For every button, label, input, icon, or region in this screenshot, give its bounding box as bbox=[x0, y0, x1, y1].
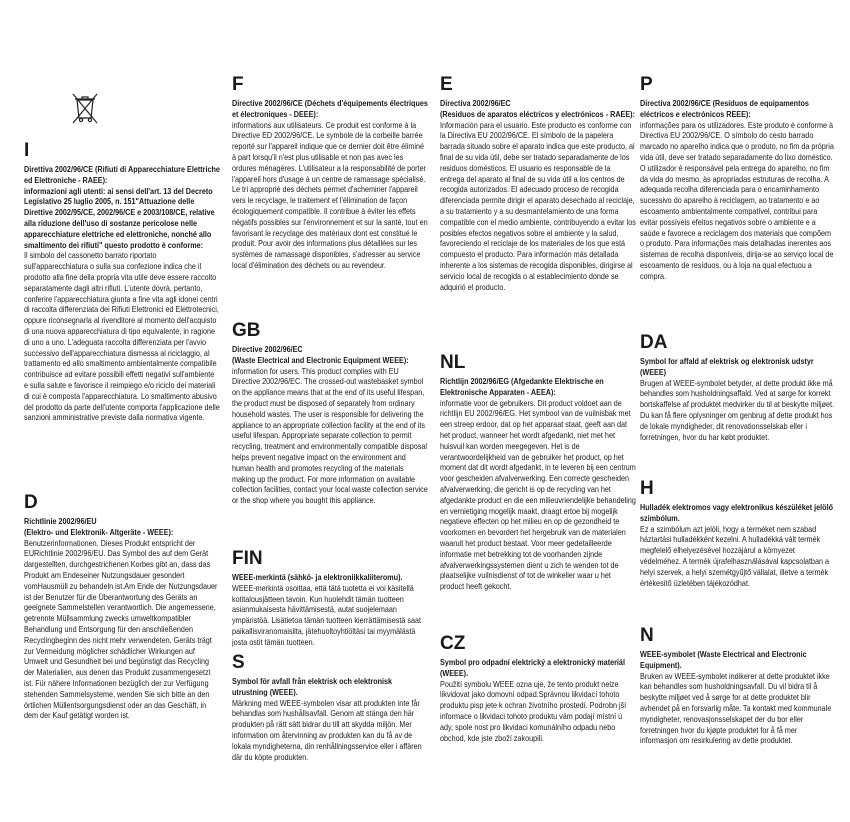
section-title: Directiva 2002/96/CE (Resíduos de equipamentos eléctricos e electrónicos REEE): bbox=[640, 98, 809, 119]
section-body: informações para os utilizadores. Este produto é conforme à Directiva EU 2002/96/CE. O símbolo do cesto barrado marcado no aparelho indica que o produto, no fim da própria vida útil, deve ser tratado separadamente do lixo doméstico. O utilizador é responsável pela entrega do aparelho, no fim da vida do mesmo, às apropriadas estruturas de recolha. A adequada recolha diferenciada para o encaminhamento sucessivo do aparelho à reciclagem, ao tratamento e ao escoamento ambientalmente compatível, contribui para evitar possíveis efeitos negativos sobre o ambiente e a saúde e favorece a reciclagem dos materiais que compõem o produto. Para informações mais detalhadas inerentes aos sistemas de recolha disponíveis, dirija-se ao serviço local de escoamento de resíduos, ou à loja na qual efectuou a compra. bbox=[640, 119, 834, 281]
section-body: Benutzerinformationen. Dieses Produkt entspricht der EURichtlinie 2002/96/EU. Das Symbol des auf dem Gerät dargestellten, durchgestrichenen Korbes gibt an, dass das Produkt am Endeseiner Nutzungsdauer gesondert vomHausmüll zu behandeln ist.Am Ende der Nutzungsdauer ist der Benutzer für die Überantwortung des Geräts an geeignete Sammelstellen verantwortlich. Die angemessene, getrennte Müllsammlung zwecks umweltkompatibler Behandlung und Entsorgung für den anschließenden Recyclingbeginn des nicht mehr verwendeten. Geräts trägt zur Vermeidung möglicher schädlicher Wirkungen auf Umwelt und Gesundheit bei und begünstigt das Recycling der Materialien, aus denen das Produkt zusammengesetzt ist. Für nähere Informationen bezüglich der zur Verfügung stehenden Sammelsysteme, wenden Sie sich bitte an den örtlichen Müllentsorgungsdienst oder an das Geschäft, in dem der Kauf getätigt worden ist. bbox=[24, 537, 218, 721]
section-hungarian bbox=[640, 478, 836, 588]
section-title: Directive 2002/96/EC bbox=[232, 344, 303, 354]
section-title: Richtlijn 2002/96/EG (Afgedankte Elektrische en Elektronische Apparaten - AEEA): bbox=[440, 376, 604, 397]
section-title: Hulladék elektromos vagy elektronikus készüléket jelölő szimbólum. bbox=[640, 502, 833, 523]
language-code: F bbox=[232, 74, 244, 95]
language-code: N bbox=[640, 625, 654, 646]
section-title: Symbol pro odpadní elektrický a elektronický materiál (WEEE). bbox=[440, 657, 625, 678]
section-spanish bbox=[440, 74, 636, 292]
section-title: WEEE-symbolet (Waste Electrical and Electronic Equipment). bbox=[640, 649, 807, 670]
section-title: Directive 2002/96/CE (Déchets d'équipements électriques et électroniques - DEEE): bbox=[232, 98, 428, 119]
section-body: Información para el usuario. Este producto es conforme con la Directiva EU 2002/96/CE. El símbolo de la papelera barrada situado sobre el aparato indica que este producto, al final de su vida útil, debe ser tratado separadamente de los residuos domésticos. El usuario es responsable de la entrega del aparato al final de su vida útil a los centros de recogida autorizados. El adecuado proceso de recogida diferenciada permite dirigir el aparato desechado al reciclaje, a su tratamiento y a su desmantelamiento de una forma compatible con el medio ambiente, contribuyendo a evitar los posibles efectos negativos sobre el ambiente y la salud, favoreciendo el reciclaje de los materiales de los que está compuesto el producto. Para información más detallada inherente a los sistemas de recogida disponibles, dirigirse al servicio local de recogida o al establecimiento donde se adquirió el producto. bbox=[440, 119, 636, 292]
language-code: S bbox=[232, 652, 245, 673]
section-italian bbox=[24, 140, 220, 423]
section-english bbox=[232, 320, 428, 506]
section-body: information for users. This product complies with EU Directive 2002/96/EC. The crossed-out wastebasket symbol on the appliance means that at the end of its useful lifespan, the product must be disposed of separately from ordinary household wastes. The user is responsible for delivering the appliance to an appropriate collection facility at the end of its useful lifespan. Appropriate separate collection to permit recycling, treatment and environmentally compatible disposal helps prevent negative impact on the environment and human health and promotes recycling of the materials making up the product. For more information on available collection facilities, contact your local waste collection service or the shop where you bought this appliance. bbox=[232, 365, 428, 506]
language-code: DA bbox=[640, 332, 668, 353]
section-czech bbox=[440, 633, 636, 743]
section-swedish bbox=[232, 652, 428, 762]
language-code: FIN bbox=[232, 548, 263, 569]
section-title: Richtlinie 2002/96/EU bbox=[24, 516, 97, 526]
language-code: I bbox=[24, 140, 30, 161]
section-body: informatie voor de gebruikers. Dit product voldoet aan de richtlijn EU 2002/96/EG. Het symbool van de vuilnisbak met een streep erdoor, dat op het apparaat staat, geeft aan dat het product, wanneer het wordt afgedankt, niet met het huisvuil kan worden meegegeven. Het is de verantwoordelijkheid van de gebruiker het product, op het moment dat dit wordt afgedankt, in te leveren bij een centrum voor gescheiden afvalverwerking. Een correcte gescheiden afvalverwerking, die gericht is op de recycling van het afgedankte product en die een milieuvriendelijke behandeling en vernietiging mogelijk maakt, draagt ertoe bij mogelijk negatieve effecten op het milieu en op de gezondheid te voorkomen en bevordert het hergebruik van de materialen waaruit het product bestaat. Voor meer gedetailleerde informatie met betrekking tot de voorhanden zijnde afvalverwerkingssystemen dient u zich te wenden tot de plaatselijke vuilnisdienst of tot de winkelier waar u het product heeft gekocht. bbox=[440, 397, 636, 592]
section-finnish bbox=[232, 548, 428, 648]
language-code: P bbox=[640, 74, 653, 95]
section-subtitle: (Waste Electrical and Electronic Equipment WEEE): bbox=[232, 354, 409, 365]
section-body: Ez a szimbólum azt jelöli, hogy a terméket nem szabad háztartási hulladékként kezelni. A hulladékká vált termék megfelelő elhelyezésével hozzájárul a környezet védelméhez. A termék újrafelhasználásával kapcsolatban a helyi szervek, a helyi szemétgyűjtő vállalat, illetve a termék értékesítő üzletében tájékozódhat. bbox=[640, 523, 830, 588]
section-subtitle: (Elektro- und Elektronik- Altgeräte - WEEE): bbox=[24, 526, 174, 537]
section-title: Directiva 2002/96/EC bbox=[440, 98, 511, 108]
section-title: Symbol för avfall från elektrisk och elektronisk utrustning (WEEE). bbox=[232, 676, 393, 697]
language-code: NL bbox=[440, 352, 466, 373]
section-german bbox=[24, 492, 220, 721]
section-body: informations aux utilisateurs. Ce produit est conforme à la Directive ED 2002/96/CE. Le symbole de la corbeille barrée reporté sur l'appareil indique que ce dernier doit être éliminé à part lorsqu'il n'est plus utilisable et non pas avec les ordures ménagères. L'utilisateur a la responsabilité de porter l'appareil hors d'usage à un centre de ramassage spécialisé. Le tri approprié des déchets permet d'acheminer l'appareil vers le recyclage, le traitement et l'élimination de façon écologiquement compatible. Il contribue à éviter les effets négatifs possibles sur l'environnement et sur la santé, tout en favorisant le recyclage des matériaux dont est constitué le produit. Pour avoir des informations plus détaillées sur les systèmes de ramassage disponibles, s'adresser au service local d'élimination des déchets ou au revendeur. bbox=[232, 119, 428, 270]
section-body: Použití symbolu WEEE ozna uje, že tento produkt nelze likvidovat jako domovní odpad.Správnou likvidací tohoto produktu pisp jete k ochran životního prostedí. Podrobn jší informace o likvidaci tohoto produktu vám podají místní ú ady, spole nost pro likvidaci komunálního odpadu nebo obchod, kde jste zboží zakoupili. bbox=[440, 678, 627, 743]
language-code: E bbox=[440, 74, 453, 95]
language-code: H bbox=[640, 478, 654, 499]
section-title: Symbol for affald af elektrisk og elektronisk udstyr (WEEE) bbox=[640, 356, 814, 377]
section-body: Il simbolo del cassonetto barrato riportato sull'apparecchiatura o sulla sua confezione indica che il prodotto alla fine della propria vita utile deve essere raccolto separatamente dagli altri rifiuti. L'utente dovrà, pertanto, conferire l'apparecchiatura giunta a fine vita agli idonei centri di raccolta differenziata dei Rifiuti Elettronici ed Elettrotecnici, oppure riconsegnarla al rivenditore al momento dell'acquisto di una nuova apparecchiatura di tipo equivalente, in ragione di uno a uno. L'adeguata raccolta differenziata per l'avvio successivo dell'apparecchiatura dismessa al riciclaggio, al trattamento ed allo smaltimento ambientalmente compatibile contribuisce ad evitare possibili effetti negativi sull'ambiente e sulla salute e favorisce il reimpiego e/o riciclo dei materiali di cui è composta l'apparecchiatura. Lo smaltimento abusivo del prodotto da parte dell'utente comporta l'applicazione delle sanzioni amministrative previste dalla normativa vigente. bbox=[24, 250, 220, 423]
section-french bbox=[232, 74, 428, 271]
section-portuguese bbox=[640, 74, 836, 282]
section-title: Direttiva 2002/96/CE (Rifiuti di Apparecchiature Elettriche ed Elettroniche - RAEE): bbox=[24, 164, 220, 185]
weee-crossed-bin-icon bbox=[70, 90, 100, 126]
language-code: GB bbox=[232, 320, 261, 341]
section-title: WEEE-merkintä (sähkö- ja elektroniikkaliiteromu). bbox=[232, 572, 403, 582]
section-body: Märkning med WEEE-symbolen visar att produkten inte får behandlas som hushållsavfall. Genom att stänga den här produkten på rätt sätt bidrar du till att skydda miljön. Mer information om återvinning av produkten kan du få av de lokala myndigheterna, din renhållningsservice eller i affären där du köpte produkten. bbox=[232, 697, 422, 762]
section-norwegian bbox=[640, 625, 836, 746]
section-danish bbox=[640, 332, 836, 442]
section-dutch bbox=[440, 352, 636, 592]
section-subtitle: informazioni agli utenti: ai sensi dell'art. 13 del Decreto Legislativo 25 luglio 2005, n. 151"Attuazione delle Direttive 2002/95/CE, 2002/96/CE e 2003/108/CE, relative alla riduzione dell'uso di sostanze pericolose nelle apparecchiature elettriche ed elettroniche, nonché allo smaltimento dei rifiuti" questo prodotto è conforme: bbox=[24, 185, 215, 250]
section-body: Bruken av WEEE-symbolet indikerer at dette produktet ikke kan behandles som husholdningsavfall. Du vil bidra til å beskytte miljøet ved å sørge for at dette produktet blir avhendet på en forsvarlig måte. Ta kontakt med kommunale myndigheter, renovasjonsselskapet der du bor eller forretningen hvor du kjøpte produktet for å få mer informasjon om resirkulering av dette produktet. bbox=[640, 670, 832, 746]
section-body: WEEE-merkintä osoittaa, että tätä tuotetta ei voi käsitellä kotitalousjätteen tavoin. Kun huolehdit tämän tuotteen asianmukaisesta hävittämisestä, autat suojelemaan ympäristöä. Lisätietoa tämän tuotteen kierrättämisestä saat paikallisviranomaisilta, jätehuoltoyhtiöltäsi tai myymälästä josta ostit tämän tuotteen. bbox=[232, 582, 421, 647]
section-subtitle: (Residuos de aparatos eléctricos y electrónicos - RAEE): bbox=[440, 108, 635, 119]
language-code: D bbox=[24, 492, 38, 513]
section-body: Brugen af WEEE-symbolet betyder, at dette produkt ikke må behandles som husholdningsaffald. Ved at sørge for korrekt bortskaffelse af produktet medvirker du til at beskytte miljøet. Du kan få flere oplysninger om genbrug af dette produkt hos de lokale myndigheder, dit renovationsselskab eller i forretningen, hvor du har købt produktet. bbox=[640, 377, 835, 442]
language-code: CZ bbox=[440, 633, 466, 654]
